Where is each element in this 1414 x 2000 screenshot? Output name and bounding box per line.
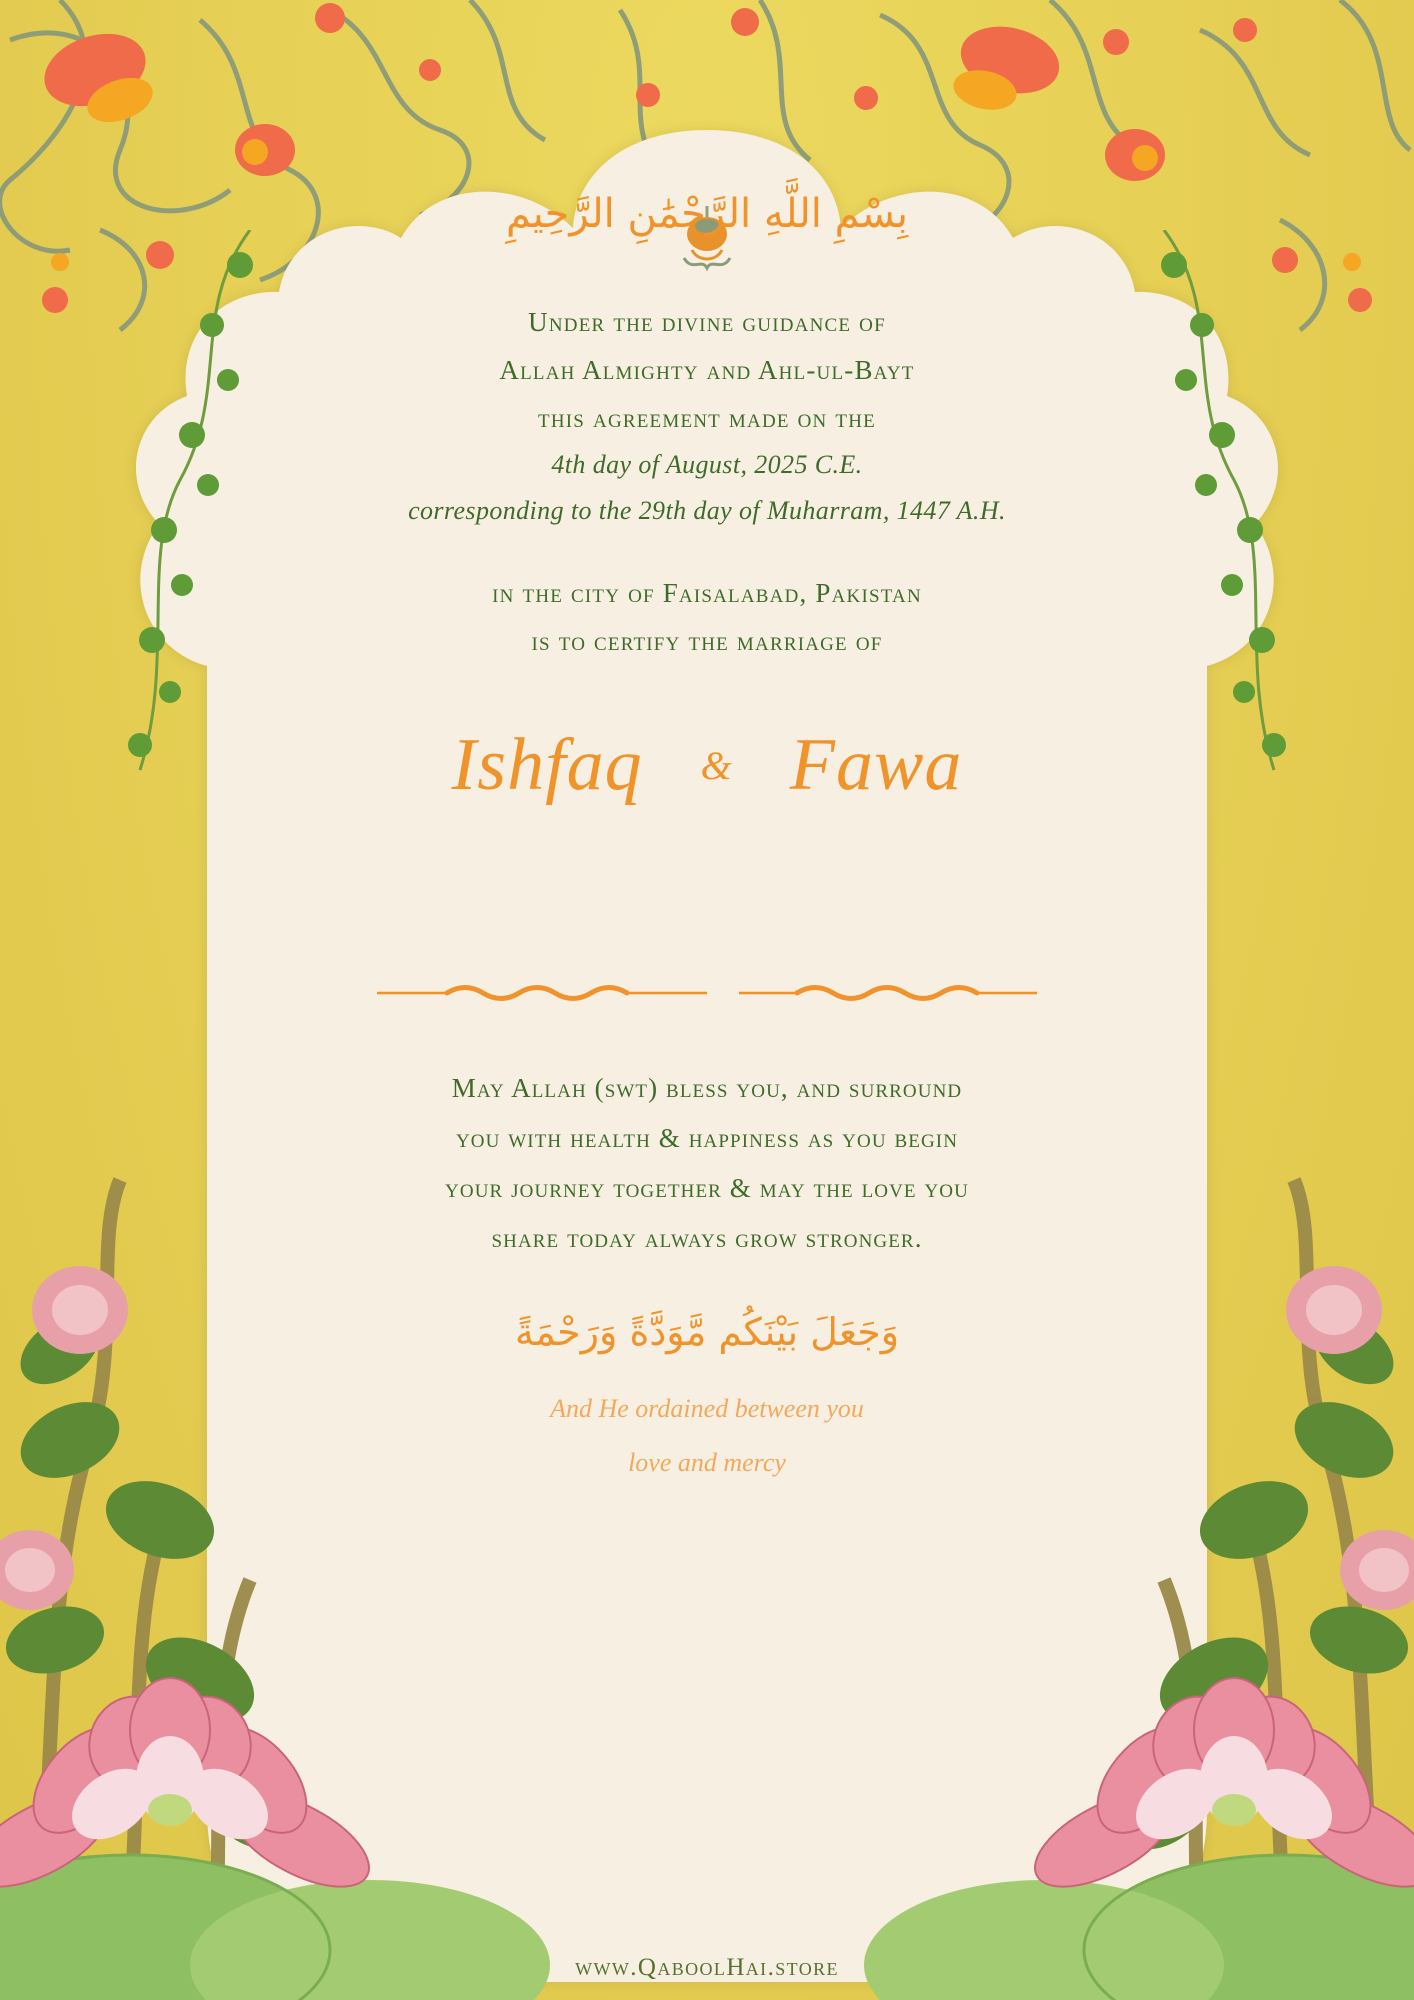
blessing-block	[95, 1064, 1319, 1264]
ampersand: &	[700, 742, 732, 788]
certify-line: is to certify the marriage of	[531, 625, 883, 656]
intro-block	[95, 298, 1319, 665]
gregorian-date: 4th day of August, 2025 C.E.	[551, 450, 863, 480]
ornamental-divider	[377, 980, 1037, 1006]
blessing-line-3: your journey together & may the love you	[445, 1172, 969, 1203]
hijri-date: corresponding to the 29th day of Muharram, 1447 A.H.	[408, 496, 1006, 526]
intro-line-1: Under the divine guidance of	[528, 307, 886, 337]
quran-ayah-arabic: وَجَعَلَ بَيْنَكُم مَّوَدَّةً وَرَحْمَةً	[514, 1309, 900, 1354]
bride-name: Fawa	[789, 723, 963, 806]
ayah-translation-line-2: love and mercy	[628, 1448, 786, 1478]
blessing-line-1: May Allah (swt) bless you, and surround	[451, 1072, 963, 1103]
intro-spacer	[95, 535, 1319, 569]
footer-website[interactable]: www.QaboolHai.store	[575, 1954, 839, 1981]
city-line: in the city of Faisalabad, Pakistan	[492, 577, 922, 608]
groom-name: Ishfaq	[451, 723, 643, 806]
blessing-line-2: you with health & happiness as you begin	[455, 1122, 959, 1153]
bismillah-calligraphy: بِسْمِ اللَّهِ الرَّحْمَٰنِ الرَّحِيمِ	[505, 191, 909, 237]
ayah-translation-line-1: And He ordained between you	[550, 1393, 864, 1423]
intro-line-3: this agreement made on the	[538, 403, 876, 434]
intro-line-2: Allah Almighty and Ahl-ul-Bayt	[499, 355, 915, 386]
certificate-content	[95, 110, 1319, 2000]
couple-names	[95, 723, 1319, 808]
quran-ayah-translation	[95, 1382, 1319, 1491]
divider-flourish-icon	[377, 980, 1037, 1006]
blessing-line-4: share today always grow stronger.	[491, 1222, 923, 1253]
